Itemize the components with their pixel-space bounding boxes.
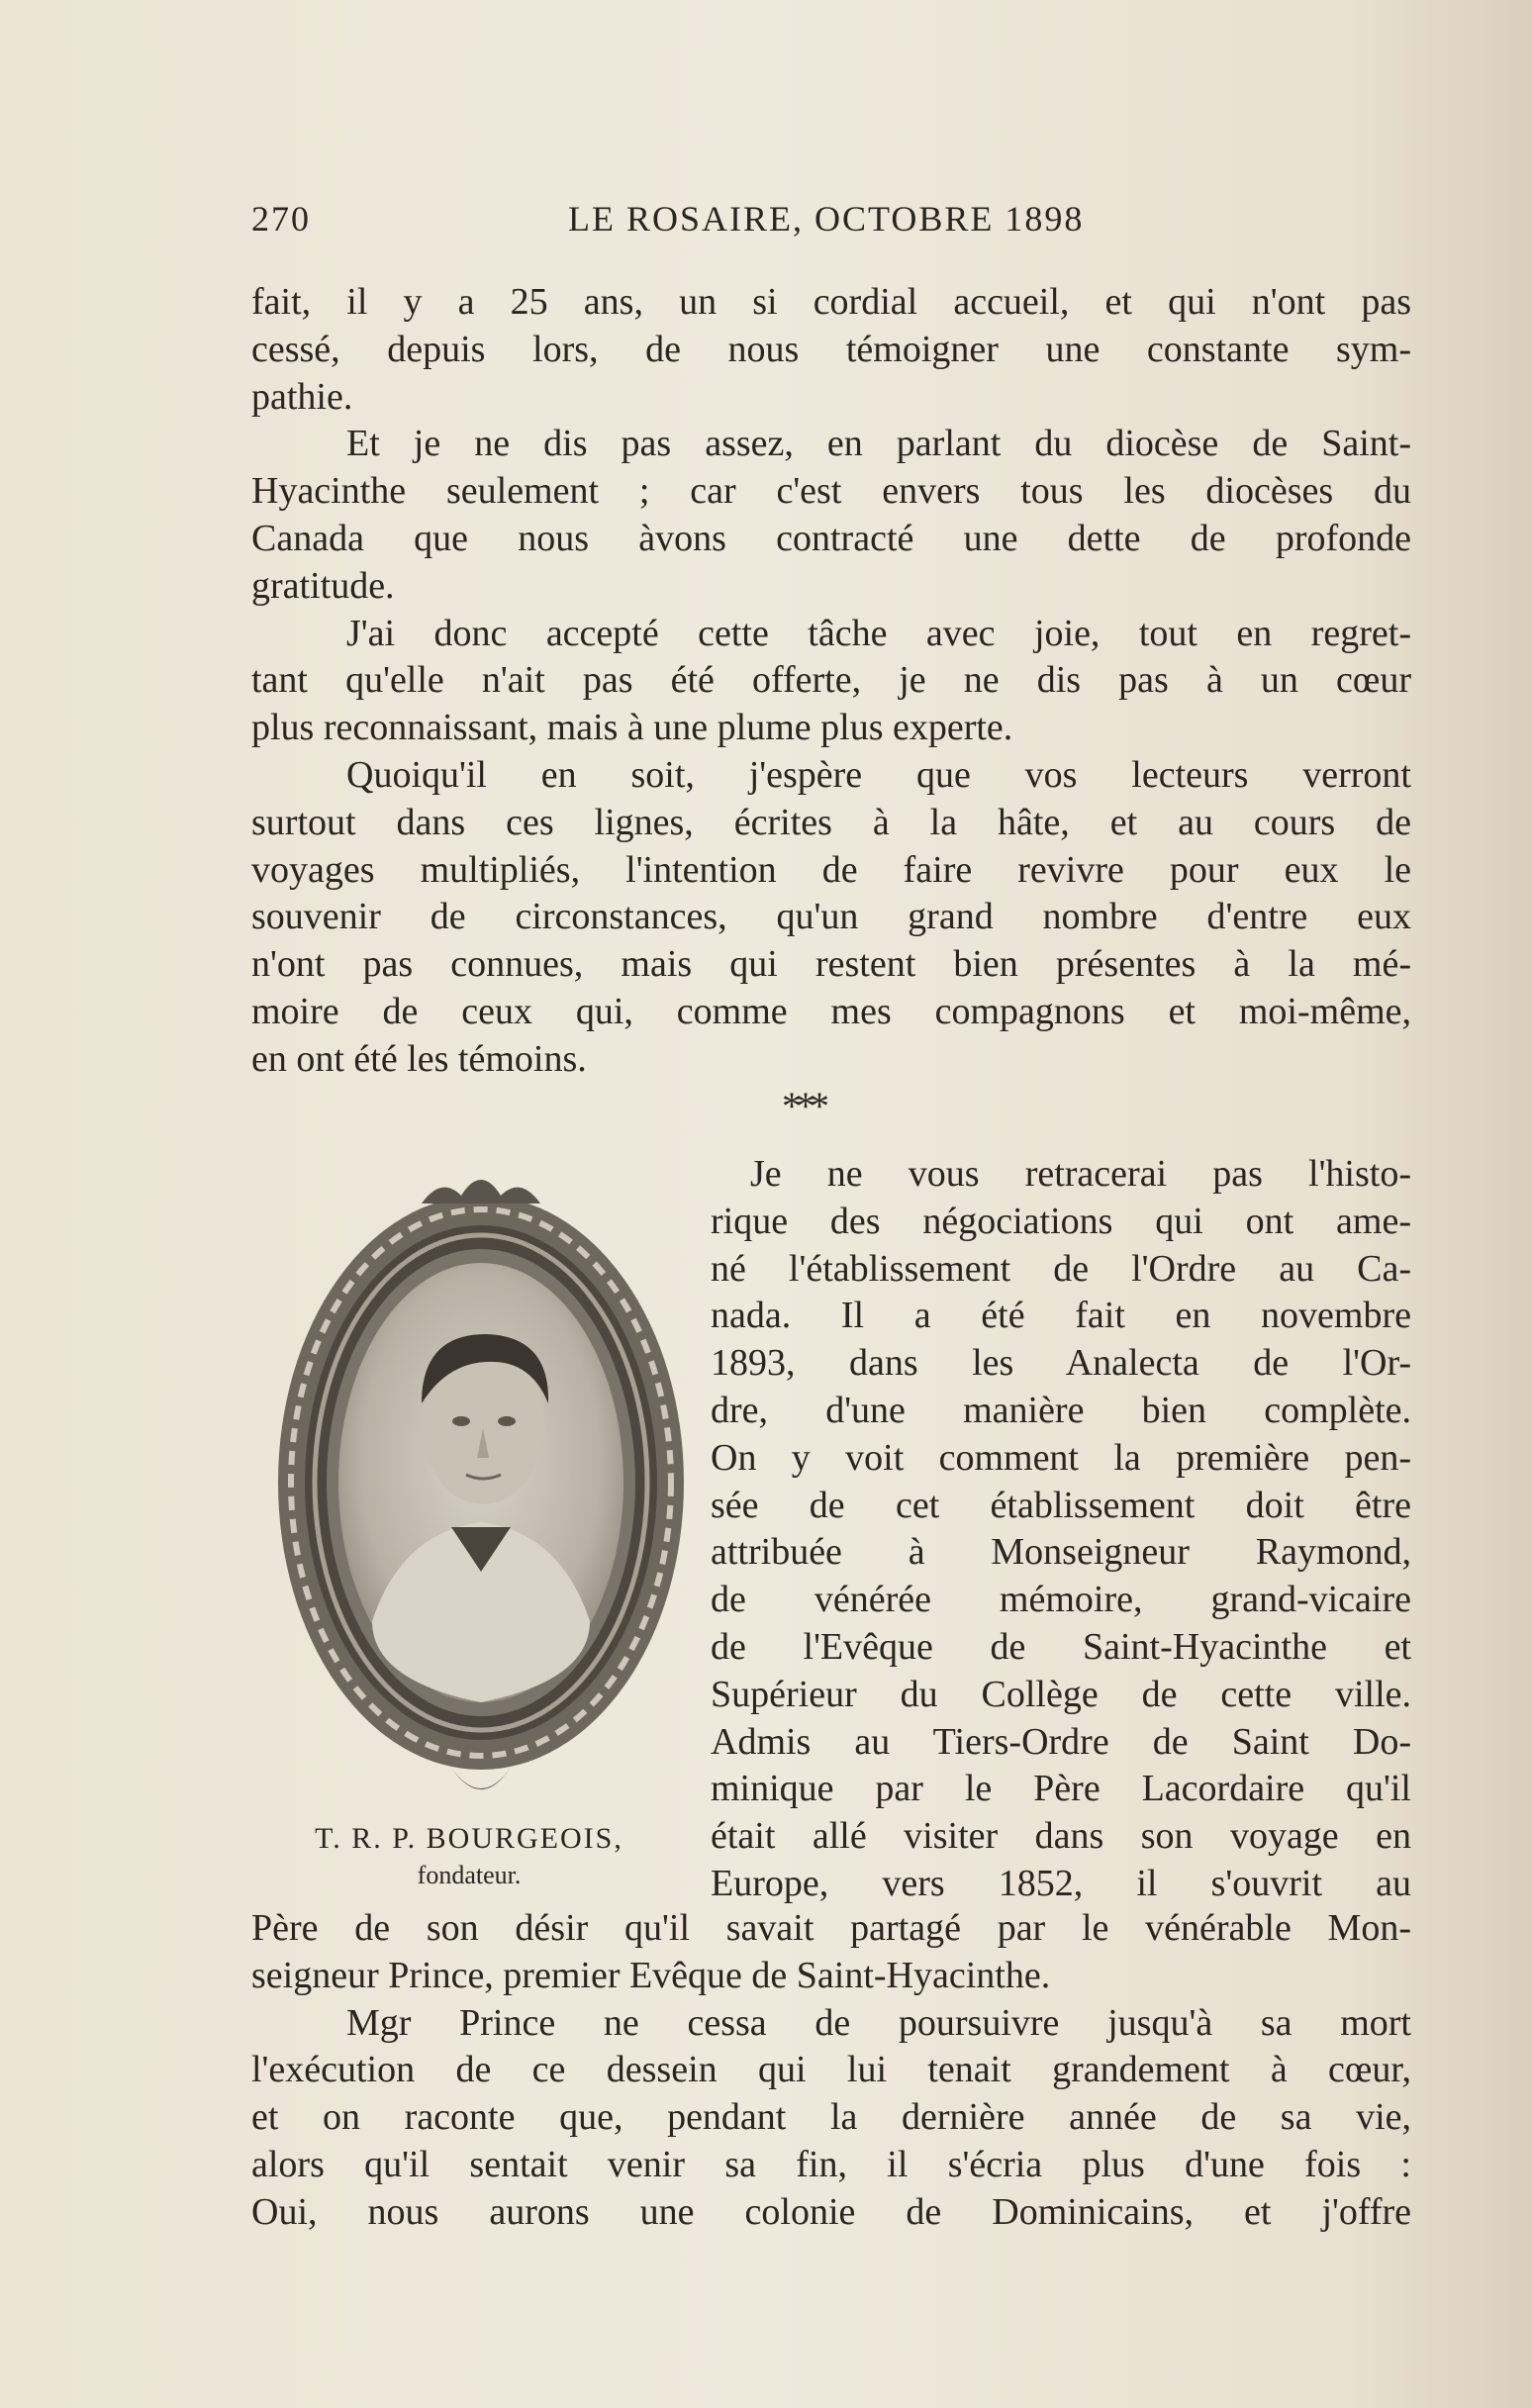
- right-column-text: [711, 1151, 1411, 1908]
- caption-role: fondateur.: [417, 1861, 522, 1889]
- text-line: pathie.: [251, 375, 353, 418]
- text-line: Père de son désir qu'il savait partagé par le vénérable Mon-: [251, 1907, 1411, 1949]
- text-line: gratitude.: [251, 564, 395, 607]
- portrait-caption: [251, 1819, 687, 1892]
- text-line: cessé, depuis lors, de nous témoigner une constante sym-: [251, 328, 1411, 370]
- portrait-illustration: [263, 1156, 699, 1819]
- text-line: surtout dans ces lignes, écrites à la hâte, et au cours de: [251, 801, 1411, 843]
- top-text-block: [251, 279, 1411, 1084]
- text-line: Admis au Tiers-Ordre de Saint Do-: [711, 1720, 1411, 1763]
- text-line: J'ai donc accepté cette tâche avec joie, tout en regret-: [346, 612, 1411, 654]
- text-line: né l'établissement de l'Ordre au Ca-: [711, 1247, 1411, 1290]
- text-line: Et je ne dis pas assez, en parlant du diocèse de Saint-: [346, 423, 1411, 465]
- text-line: minique par le Père Lacordaire qu'il: [711, 1768, 1411, 1810]
- portrait-photo: [338, 1263, 623, 1702]
- text-line: On y voit comment la première pen-: [711, 1436, 1411, 1479]
- text-line: alors qu'il sentait venir sa fin, il s'écria plus d'une fois :: [251, 2143, 1411, 2185]
- text-line: était allé visiter dans son voyage en: [711, 1815, 1411, 1858]
- text-line: l'exécution de ce dessein qui lui tenait grandement à cœur,: [251, 2049, 1411, 2091]
- text-line: 1893, dans les Analecta de l'Or-: [711, 1342, 1411, 1385]
- text-line: Mgr Prince ne cessa de poursuivre jusqu'à sa mort: [346, 2001, 1411, 2044]
- page-header: [251, 198, 1411, 245]
- text-line: Canada que nous àvons contracté une dette de profonde: [251, 517, 1411, 559]
- text-line: Quoiqu'il en soit, j'espère que vos lecteurs verront: [346, 753, 1411, 796]
- text-line: seigneur Prince, premier Evêque de Saint-Hyacinthe.: [251, 1954, 1051, 1996]
- text-line: plus reconnaissant, mais à une plume plus experte.: [251, 707, 1013, 749]
- section-separator: ***: [782, 1084, 823, 1128]
- text-line: nada. Il a été fait en novembre: [711, 1295, 1411, 1337]
- paragraph: [251, 279, 1411, 421]
- text-line: attribuée à Monseigneur Raymond,: [711, 1531, 1411, 1574]
- page-number: 270: [251, 199, 311, 239]
- text-line: rique des négociations qui ont ame-: [711, 1200, 1411, 1242]
- paragraph: [251, 421, 1411, 610]
- running-title: LE ROSAIRE, OCTOBRE 1898: [568, 199, 1085, 239]
- bottom-text-block: [251, 1905, 1411, 2237]
- paragraph: [251, 2000, 1411, 2237]
- text-line: moire de ceux qui, comme mes compagnons et moi-même,: [251, 990, 1411, 1032]
- text-line: n'ont pas connues, mais qui restent bien présentes à la mé-: [251, 943, 1411, 986]
- text-line: Je ne vous retracerai pas l'histo-: [750, 1153, 1411, 1195]
- text-line: dre, d'une manière bien complète.: [711, 1389, 1411, 1431]
- text-line: Supérieur du Collège de cette ville.: [711, 1673, 1411, 1715]
- text-line: sée de cet établissement doit être: [711, 1484, 1411, 1526]
- paragraph: [711, 1151, 1411, 1908]
- text-line: de vénérée mémoire, grand-vicaire: [711, 1579, 1411, 1621]
- paragraph: [251, 1905, 1411, 2000]
- text-line: Oui, nous aurons une colonie de Dominicains, et j'offre: [251, 2190, 1411, 2233]
- text-line: voyages multipliés, l'intention de faire revivre pour eux le: [251, 848, 1411, 891]
- paragraph: [251, 752, 1411, 1084]
- text-line: souvenir de circonstances, qu'un grand nombre d'entre eux: [251, 896, 1411, 938]
- text-line: en ont été les témoins.: [251, 1037, 587, 1080]
- text-line: de l'Evêque de Saint-Hyacinthe et: [711, 1625, 1411, 1668]
- caption-name: T. R. P. BOURGEOIS,: [315, 1822, 623, 1855]
- text-line: fait, il y a 25 ans, un si cordial accueil, et qui n'ont pas: [251, 281, 1411, 323]
- text-line: Hyacinthe seulement ; car c'est envers tous les diocèses du: [251, 470, 1411, 513]
- text-line: et on raconte que, pendant la dernière année de sa vie,: [251, 2096, 1411, 2139]
- text-line: tant qu'elle n'ait pas été offerte, je ne dis pas à un cœur: [251, 659, 1411, 702]
- text-line: Europe, vers 1852, il s'ouvrit au: [711, 1862, 1411, 1904]
- paragraph: [251, 611, 1411, 752]
